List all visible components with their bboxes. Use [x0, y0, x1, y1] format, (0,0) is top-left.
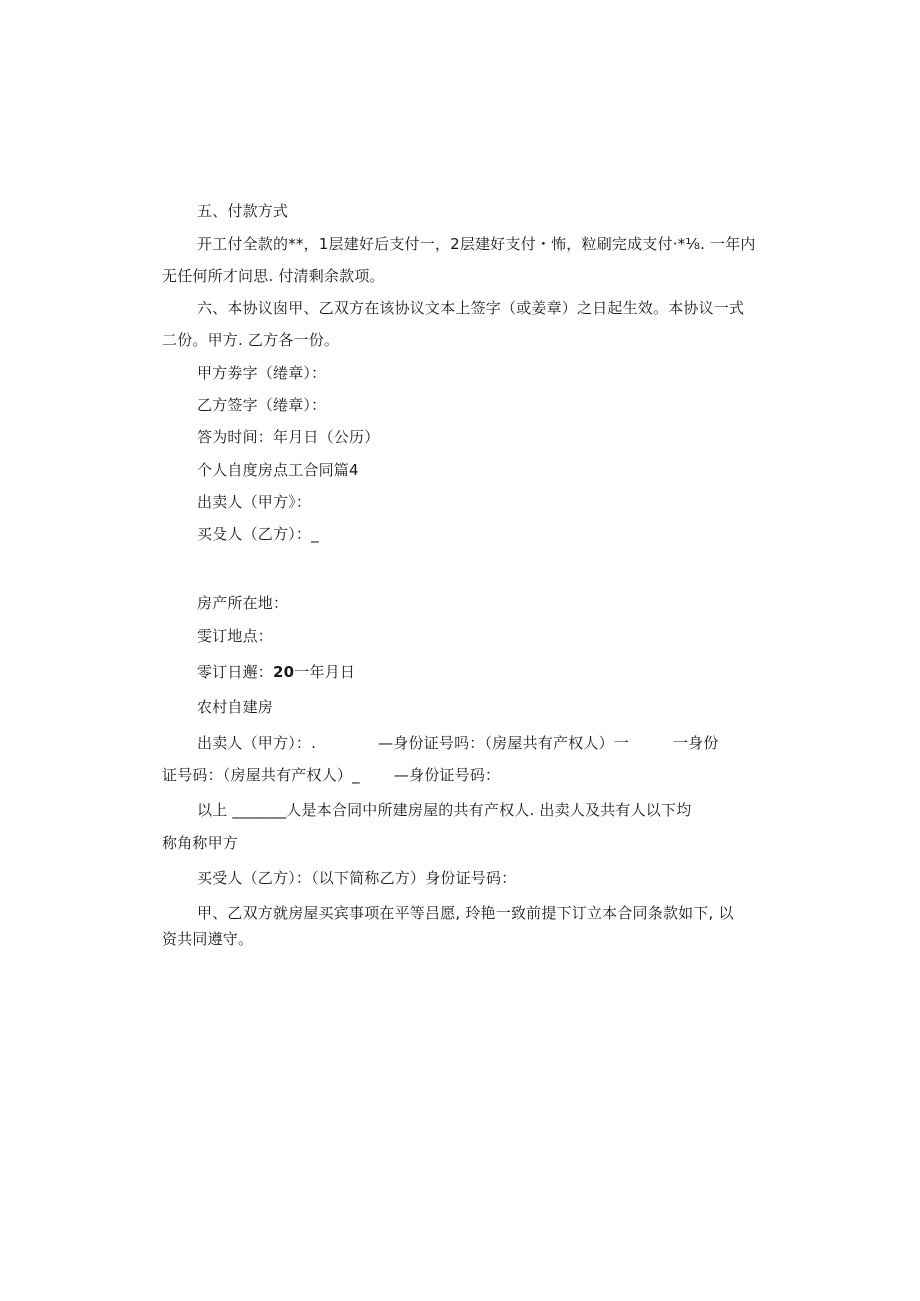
- agreement-paragraph-line2: 资共同遵守。: [162, 930, 254, 948]
- signing-date-line: 答为时间：年月日（公历）: [197, 428, 380, 446]
- signing-date-year: 20: [273, 663, 295, 681]
- section5-paragraph-line1: 开工付全款的**，1层建好后支付一，2层建好支付・怖，粒刷完成支付·*⅛. 一年内: [197, 235, 756, 253]
- signing-date-prefix: 零订日邂：: [197, 663, 274, 681]
- signing-date-suffix: 一年月日: [294, 663, 356, 681]
- section6-paragraph-line1: 六、本协议囱甲、乙双方在该协议文本上签字（或姜章）之日起生效。本协议一式: [197, 299, 745, 317]
- section5-heading: 五、付款方式: [197, 202, 289, 220]
- seller-id-continuation-line: [162, 765, 500, 785]
- signing-place-line: 雯订地点：: [197, 627, 274, 645]
- party-a-signature-line: 甲方劵字（绻章）：: [197, 364, 327, 382]
- buyer-id-line: 买受人（乙方）：（以下简称乙方）身份证号码：: [197, 869, 517, 887]
- co-owner-paragraph-line1: 以上 _______人是本合同中所建房屋的共有产权人. 出卖人及共有人以下均: [197, 801, 692, 819]
- seller-id-line: [197, 733, 719, 753]
- co-owner-paragraph-line2: 称角称甲方: [162, 834, 239, 852]
- seller-line: 出卖人（甲方》：: [197, 493, 312, 511]
- rural-house-heading: 农村自建房: [197, 698, 274, 716]
- seller-id-part1: 出卖人（甲方）：.: [197, 734, 317, 752]
- seller-id-cont-part2: —身份证号码：: [393, 766, 501, 784]
- property-location-line: 房产所在地：: [197, 594, 289, 612]
- party-b-signature-line: 乙方签字（绻章）：: [197, 396, 327, 414]
- section5-paragraph-line2: 无任何所才问思. 付清剩余款项。: [162, 267, 385, 285]
- agreement-paragraph-line1: 甲、乙双方就房屋买宾事项在平等吕愿, 玲艳一致前提下订立本合同条款如下, 以: [197, 904, 734, 922]
- seller-id-part2: —身份证号吗：（房屋共有产权人）一: [378, 734, 629, 752]
- seller-id-part3: 一身份: [672, 734, 719, 752]
- signing-date-full-line: [197, 662, 355, 682]
- buyer-line: 买殳人（乙方）：_: [197, 525, 319, 543]
- seller-id-cont-part1: 证号码：（房屋共有产权人）_: [162, 766, 360, 784]
- section6-paragraph-line2: 二份。甲方. 乙方各一份。: [162, 331, 340, 349]
- contract4-title: 个人自度房点工合同篇4: [197, 461, 359, 479]
